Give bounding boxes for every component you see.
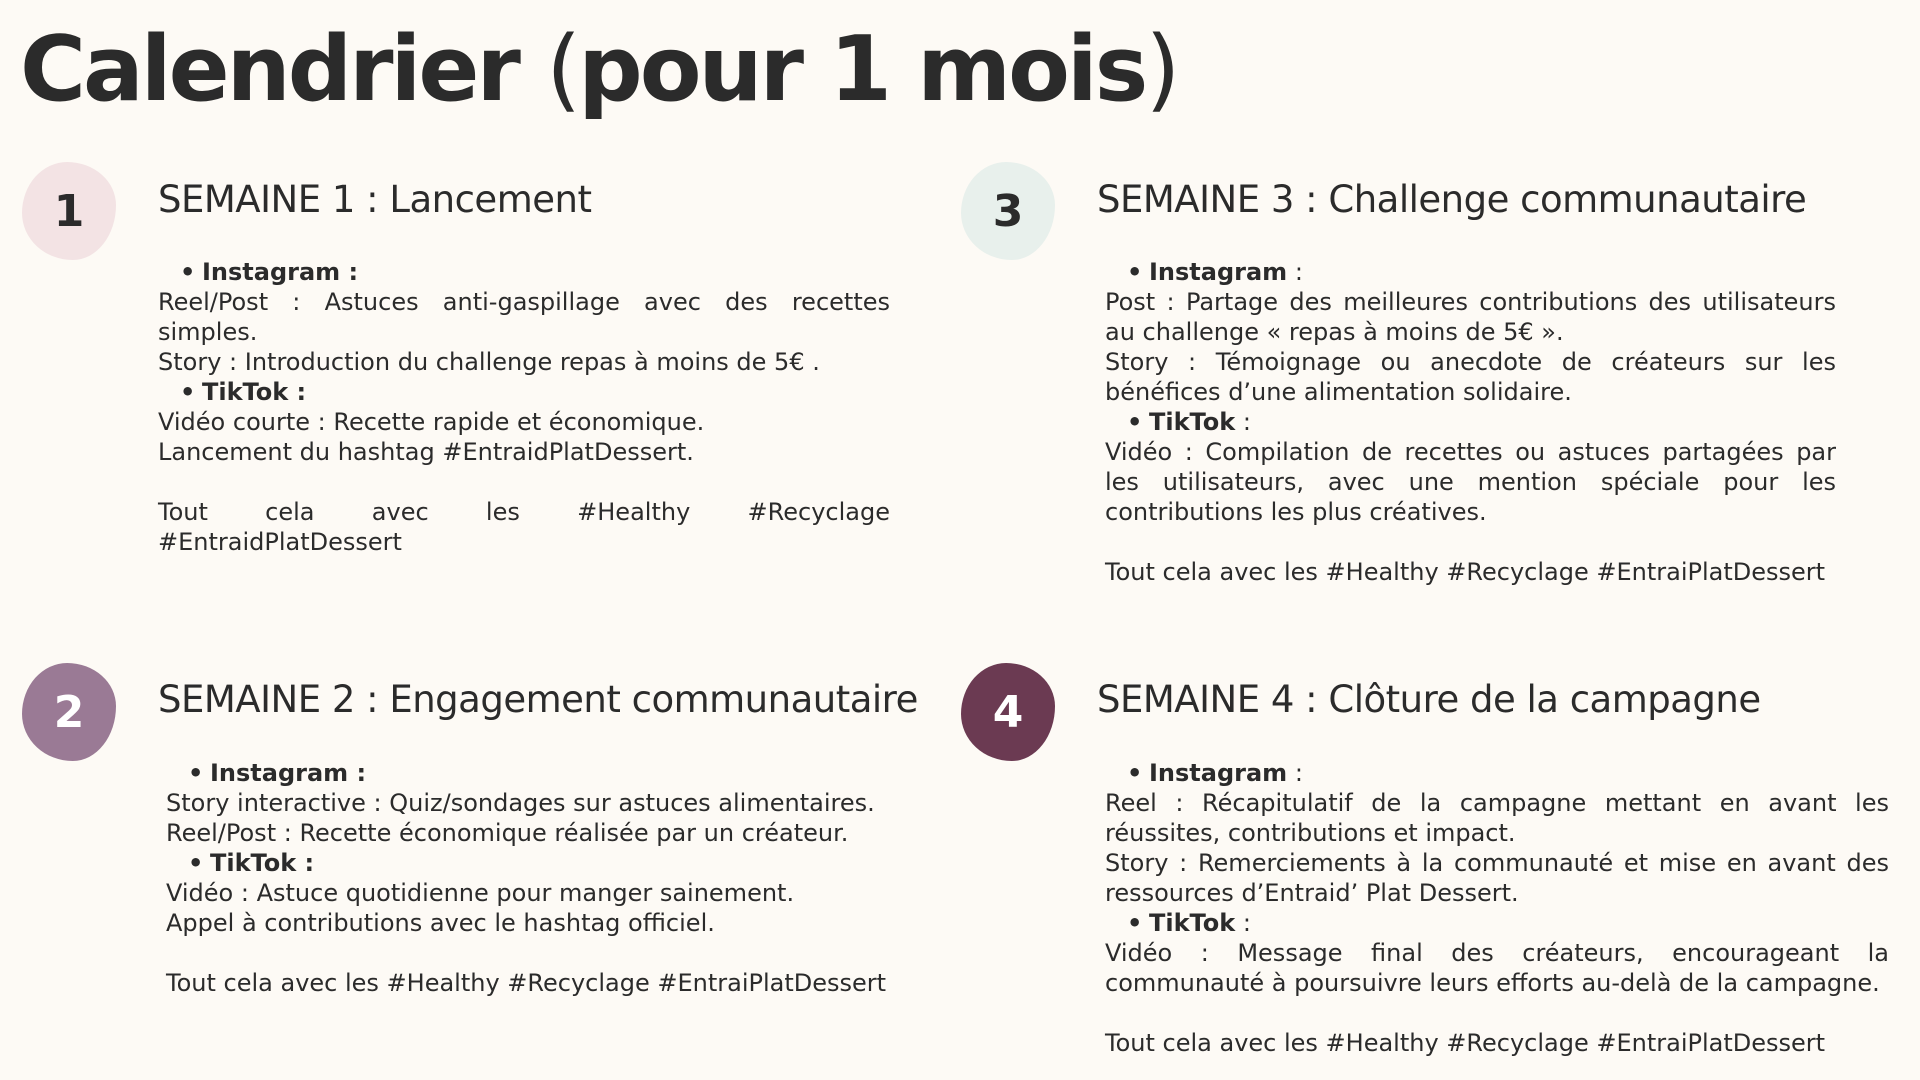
week-4-instagram-line-1: Reel : Récapitulatif de la campagne mettant en avant les réussites, contributions et impact.	[1105, 789, 1889, 847]
week-1-number-badge: 1	[22, 162, 116, 260]
week-4-hashtags: Tout cela avec les #Healthy #Recyclage #EntraiPlatDessert	[1105, 1029, 1826, 1057]
week-2-instagram-line-2: Reel/Post : Recette économique réalisée par un créateur.	[166, 819, 849, 847]
week-3-instagram-line-1: Post : Partage des meilleures contributions des utilisateurs au challenge « repas à moins de 5€ ».	[1105, 288, 1836, 346]
week-1-instagram-label: • Instagram :	[180, 257, 890, 287]
week-1-tiktok-line-2: Lancement du hashtag #EntraidPlatDessert.	[158, 438, 694, 466]
week-3-heading: SEMAINE 3 : Challenge communautaire	[1097, 178, 1807, 221]
page-title	[20, 10, 1177, 130]
week-1-heading: SEMAINE 1 : Lancement	[158, 178, 592, 221]
week-2-instagram-line-1: Story interactive : Quiz/sondages sur astuces alimentaires.	[166, 789, 875, 817]
week-4-instagram-line-2: Story : Remerciements à la communauté et mise en avant des ressources d’Entraid’ Plat Dessert.	[1105, 849, 1889, 907]
title-inner: pour 1 mois	[578, 17, 1146, 122]
week-3-instagram-line-2: Story : Témoignage ou anecdote de créateurs sur les bénéfices d’une alimentation solidaire.	[1105, 348, 1836, 406]
week-3-number-badge: 3	[961, 162, 1055, 260]
week-1-instagram-line-1: Reel/Post : Astuces anti-gaspillage avec des recettes simples.	[158, 288, 890, 346]
week-2-tiktok-line-1: Vidéo : Astuce quotidienne pour manger sainement.	[166, 879, 795, 907]
week-2-instagram-label: • Instagram :	[188, 758, 890, 788]
week-2-hashtags: Tout cela avec les #Healthy #Recyclage #EntraiPlatDessert	[166, 969, 887, 997]
title-close-paren: )	[1145, 17, 1178, 122]
week-1-tiktok-line-1: Vidéo courte : Recette rapide et économique.	[158, 408, 705, 436]
week-2-tiktok-line-2: Appel à contributions avec le hashtag officiel.	[166, 909, 715, 937]
week-4-instagram-label: Instagram	[1149, 759, 1288, 787]
title-main: Calendrier	[20, 17, 547, 122]
week-3-instagram-label: Instagram	[1149, 258, 1288, 286]
week-3-instagram-label-row: • Instagram :	[1127, 257, 1836, 287]
week-3-tiktok-label: TikTok	[1149, 408, 1236, 436]
week-3-hashtags: Tout cela avec les #Healthy #Recyclage #EntraiPlatDessert	[1105, 558, 1826, 586]
week-4-tiktok-label-row: • TikTok :	[1127, 908, 1889, 938]
week-1-instagram-line-2: Story : Introduction du challenge repas à moins de 5€ .	[158, 348, 820, 376]
week-4-instagram-label-row: • Instagram :	[1127, 758, 1889, 788]
title-open-paren: (	[546, 17, 579, 122]
week-2-content	[166, 758, 890, 998]
week-3-tiktok-line-1: Vidéo : Compilation de recettes ou astuces partagées par les utilisateurs, avec une mention spéciale pour les contributions les plus créatives.	[1105, 438, 1836, 526]
week-3-content	[1105, 257, 1836, 587]
week-1-tiktok-label: • TikTok :	[180, 377, 890, 407]
week-4-tiktok-label: TikTok	[1149, 909, 1236, 937]
week-1-content	[158, 257, 890, 557]
week-3-tiktok-label-row: • TikTok :	[1127, 407, 1836, 437]
week-2-tiktok-label: • TikTok :	[188, 848, 890, 878]
week-4-tiktok-line-1: Vidéo : Message final des créateurs, encourageant la communauté à poursuivre leurs efforts au-delà de la campagne.	[1105, 939, 1889, 997]
week-1-hashtags: Tout cela avec les #Healthy #Recyclage #EntraidPlatDessert	[158, 498, 890, 556]
week-4-content	[1105, 758, 1889, 1058]
week-4-number-badge: 4	[961, 663, 1055, 761]
week-2-heading: SEMAINE 2 : Engagement communautaire	[158, 678, 918, 721]
week-4-heading: SEMAINE 4 : Clôture de la campagne	[1097, 678, 1761, 721]
week-2-number-badge: 2	[22, 663, 116, 761]
